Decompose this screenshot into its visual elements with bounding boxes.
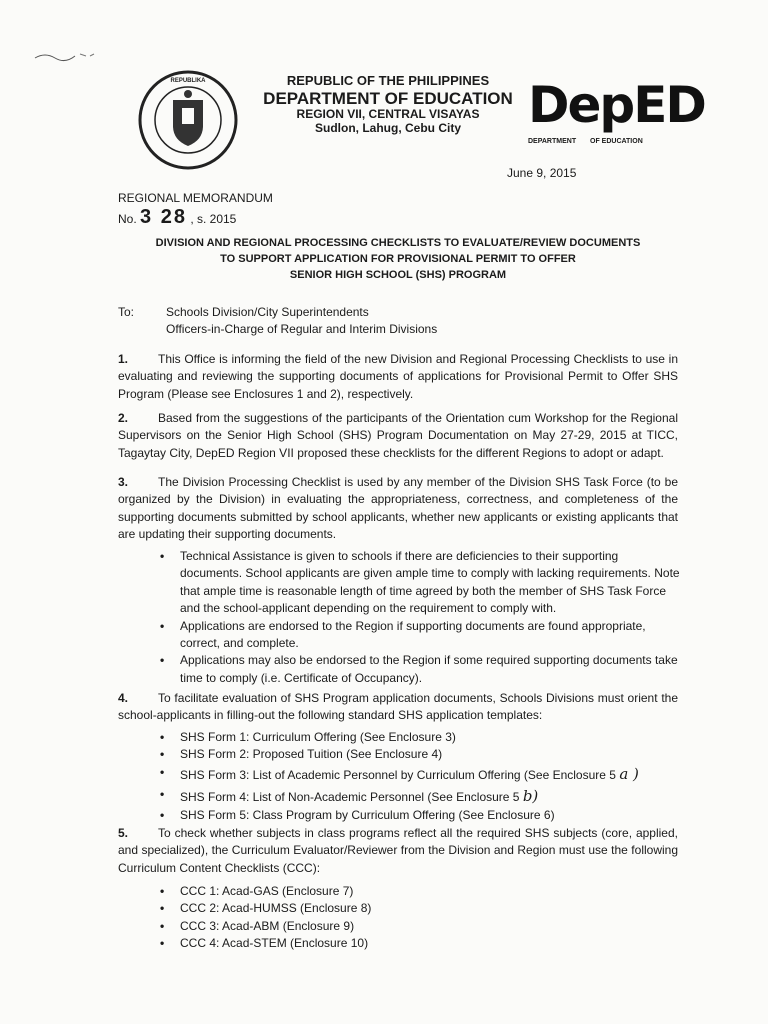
paragraph-5 — [118, 825, 678, 877]
list-item: • SHS Form 3: List of Academic Personnel by Curriculum Offering (See Enclosure 5 a ) — [160, 764, 680, 786]
paragraph-5-bullets — [160, 883, 680, 953]
svg-text:REPUBLIKA: REPUBLIKA — [170, 78, 206, 84]
handwritten-annotation: a ) — [619, 764, 639, 783]
deped-logo — [528, 76, 705, 156]
region-line: REGION VII, CENTRAL VISAYAS — [296, 107, 480, 122]
to-label: To: — [118, 305, 135, 319]
deped-seal-icon — [138, 70, 238, 170]
list-item: • Applications may also be endorsed to the Region if some required supporting documents take time to comply (i.e. Certificate of Occupancy). — [160, 652, 680, 687]
title-line: DIVISION AND REGIONAL PROCESSING CHECKLISTS TO EVALUATE/REVIEW DOCUMENTS — [155, 237, 641, 249]
republic-line: REPUBLIC OF THE PHILIPPINES — [286, 73, 490, 88]
logo-sub-left: DEPARTMENT — [528, 138, 577, 145]
handwritten-mark — [30, 44, 110, 74]
paragraph-4 — [118, 690, 678, 725]
recipient-line: Officers-in-Charge of Regular and Interim Divisions — [166, 322, 438, 337]
paragraph-text: This Office is informing the field of the new Division and Regional Processing Checklists to use in evaluating and reviewing the supporting documents of applications for Provisional Permit to Offer SHS Program (Please see Enclosures 1 and 2), respectively. — [118, 352, 678, 401]
paragraph-number: 5. — [118, 826, 129, 840]
recipient-line: Schools Division/City Superintendents — [166, 305, 369, 319]
title-line: TO SUPPORT APPLICATION FOR PROVISIONAL PERMIT TO OFFER — [220, 252, 576, 265]
paragraph-text: To facilitate evaluation of SHS Program application documents, Schools Divisions must orient the school-applicants in filling-out the following standard SHS application templates: — [118, 691, 678, 723]
paragraph-3 — [118, 474, 678, 544]
list-item: • CCC 1: Acad-GAS (Enclosure 7) — [160, 883, 680, 900]
memo-number: 3 28 — [140, 206, 187, 229]
list-item: • SHS Form 1: Curriculum Offering (See Enclosure 3) — [160, 729, 680, 746]
handwritten-annotation: b) — [522, 786, 539, 805]
list-item: • CCC 3: Acad-ABM (Enclosure 9) — [160, 918, 680, 935]
paragraph-number: 3. — [118, 475, 129, 489]
paragraph-text: To check whether subjects in class programs reflect all the required SHS subjects (core, applied, and specialized), the Curriculum Evaluator/Reviewer from the Division and Region must use the following Curriculum Content Checklists (CCC): — [118, 826, 678, 875]
title-line: SENIOR HIGH SCHOOL (SHS) PROGRAM — [289, 268, 507, 281]
paragraph-text: The Division Processing Checklist is used by any member of the Division SHS Task Force (to be organized by the Division) in evaluating the appropriateness, correctness, and completeness of the supporting documents submitted by school applicants, whether new applicants or existing applicants that are updating their supporting documents. — [118, 475, 678, 542]
list-item: • SHS Form 4: List of Non-Academic Personnel (See Enclosure 5 b) — [160, 786, 680, 808]
department-line: DEPARTMENT OF EDUCATION — [263, 88, 513, 108]
list-item: • Applications are endorsed to the Region if supporting documents are found appropriate, correct, and complete. — [160, 618, 680, 653]
memo-date: June 9, 2015 — [507, 166, 577, 180]
list-item: • CCC 2: Acad-HUMSS (Enclosure 8) — [160, 900, 680, 917]
list-item: • SHS Form 5: Class Program by Curriculum Offering (See Enclosure 6) — [160, 807, 680, 824]
paragraph-4-bullets — [160, 729, 680, 825]
logo-sub-right: OF EDUCATION — [590, 138, 643, 145]
list-item: • SHS Form 2: Proposed Tuition (See Enclosure 4) — [160, 746, 680, 763]
paragraph-1 — [118, 351, 678, 403]
paragraph-2 — [118, 410, 678, 462]
memo-series: , s. 2015 — [190, 212, 237, 227]
paragraph-number: 4. — [118, 691, 129, 705]
memo-title — [118, 236, 678, 284]
paragraph-text: Based from the suggestions of the participants of the Orientation cum Workshop for the Regional Supervisors on the Senior High School (SHS) Program Documentation on May 27-29, 2015 at TICC, Tagaytay City, DepED Region VII proposed these checklists for the different Regions to adopt or adapt. — [118, 411, 678, 460]
memo-label: REGIONAL MEMORANDUM — [118, 191, 273, 205]
memo-no-label: No. — [118, 212, 137, 227]
list-item: • CCC 4: Acad-STEM (Enclosure 10) — [160, 935, 680, 952]
memo-block — [118, 191, 273, 229]
paragraph-number: 2. — [118, 411, 129, 425]
address-line: Sudlon, Lahug, Cebu City — [315, 121, 461, 136]
paragraph-3-bullets — [160, 548, 680, 687]
deped-logo-text: DepED — [528, 76, 705, 134]
letterhead — [228, 74, 548, 136]
paragraph-number: 1. — [118, 352, 129, 366]
list-item: • Technical Assistance is given to schools if there are deficiencies to their supporting documents. School applicants are given ample time to comply with lacking requirements. Note that ample time is reasonable length of time agreed by both the member of SHS Task Force and the school-applicant depending on the requirement to comply with. — [160, 548, 680, 618]
